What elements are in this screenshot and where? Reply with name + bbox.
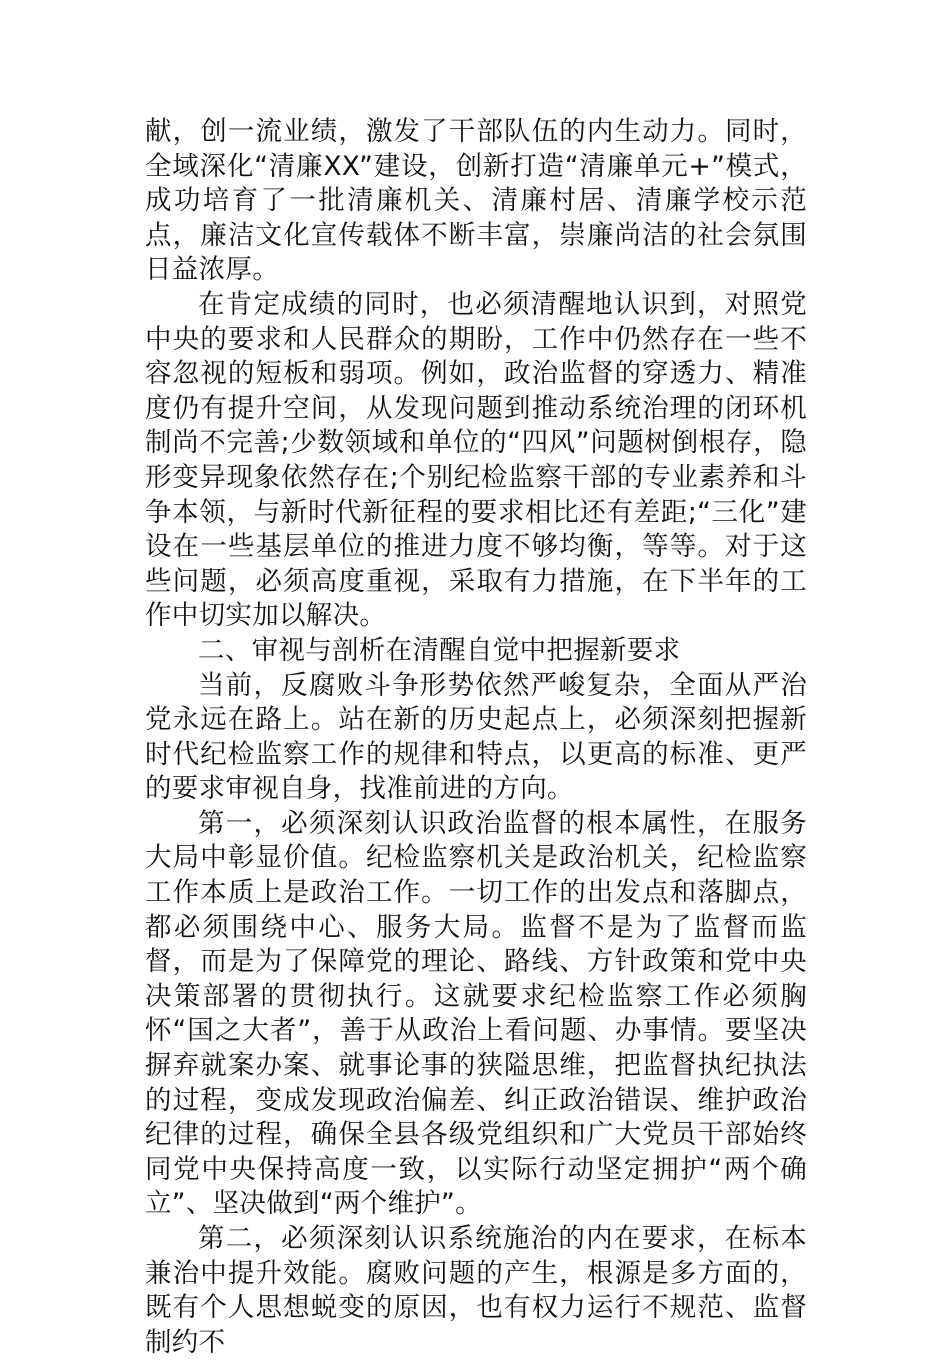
paragraph-point-two: 第二，必须深刻认识系统施治的内在要求，在标本兼治中提升效能。腐败问题的产生，根源是多方面的，既有个人思想蜕变的原因，也有权力运行不规范、监督制约不 [145, 1223, 807, 1358]
paragraph-achievements-continued: 献，创一流业绩，激发了干部队伍的内生动力。同时，全域深化“清廉XX”建设，创新打造“清廉单元+”模式，成功培育了一批清廉机关、清廉村居、清廉学校示范点，廉洁文化宣传载体不断丰富，崇廉尚洁的社会氛围日益浓厚。 [145, 116, 807, 286]
document-page [145, 115, 807, 1360]
paragraph-shortcomings: 在肯定成绩的同时，也必须清醒地认识到，对照党中央的要求和人民群众的期盼，工作中仍然存在一些不容忽视的短板和弱项。例如，政治监督的穿透力、精准度仍有提升空间，从发现问题到推动系统治理的闭环机制尚不完善;少数领域和单位的“四风”问题树倒根存，隐形变异现象依然存在;个别纪检监察干部的专业素养和斗争本领，与新时代新征程的要求相比还有差距;“三化”建设在一些基层单位的推进力度不够均衡，等等。对于这些问题，必须高度重视，采取有力措施，在下半年的工作中切实加以解决。 [145, 288, 807, 632]
paragraph-point-one: 第一，必须深刻认识政治监督的根本属性，在服务大局中彰显价值。纪检监察机关是政治机关，纪检监察工作本质上是政治工作。一切工作的出发点和落脚点，都必须围绕中心、服务大局。监督不是为了监督而监督，而是为了保障党的理论、路线、方针政策和党中央决策部署的贯彻执行。这就要求纪检监察工作必须胸怀“国之大者”，善于从政治上看问题、办事情。要坚决摒弃就案办案、就事论事的狭隘思维，把监督执纪执法的过程，变成发现政治偏差、纠正政治错误、维护政治纪律的过程，确保全县各级党组织和广大党员干部始终同党中央保持高度一致，以实际行动坚定拥护“两个确立”、坚决做到“两个维护”。 [145, 807, 807, 1220]
paragraph-current-situation: 当前，反腐败斗争形势依然严峻复杂，全面从严治党永远在路上。站在新的历史起点上，必须深刻把握新时代纪检监察工作的规律和特点，以更高的标准、更严的要求审视自身，找准前进的方向。 [145, 669, 807, 805]
section-heading-2: 二、审视与剖析在清醒自觉中把握新要求 [198, 634, 681, 666]
